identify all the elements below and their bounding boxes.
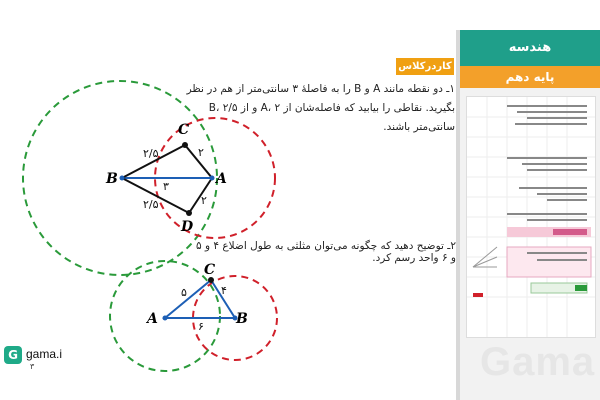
gama-logo[interactable]	[4, 346, 74, 368]
label2-b: B	[236, 311, 248, 327]
point-d	[186, 210, 192, 216]
panel-title: هندسه	[460, 30, 600, 66]
len-ab: ۳	[163, 180, 169, 193]
gama-logo-text: gama.i	[26, 347, 63, 361]
len2-ab: ۶	[198, 320, 204, 333]
exercise-1-text: ۱ـ دو نقطه مانند A و B را به فاصلهٔ ۳ سانتی‌متر از هم در نظر بگیرید. نقاطی را بیابید که فاصله‌شان از A، ۲ و از B، ۲/۵ سانتی‌متر باشند.	[186, 83, 455, 133]
page-number: ۳	[30, 362, 35, 371]
point-b	[120, 176, 125, 181]
label2-c: C	[204, 262, 216, 278]
label2-a: A	[147, 311, 158, 327]
len-bc: ۲/۵	[143, 147, 159, 160]
len2-ac: ۵	[181, 286, 187, 299]
gama-logo-icon: G	[4, 346, 22, 364]
panel-subtitle: پایه دهم	[460, 66, 600, 88]
len2-cb: ۴	[221, 284, 227, 297]
point-a	[210, 176, 215, 181]
section-tag: کاردرکلاس	[396, 58, 454, 75]
len-da: ۲	[201, 194, 207, 207]
thumbnail-art	[467, 97, 595, 337]
point-c	[182, 142, 188, 148]
len-bd: ۲/۵	[143, 198, 159, 211]
point2-a	[163, 316, 168, 321]
label-c: C	[178, 122, 190, 138]
exercise-2-text: ۲ـ توضیح دهید که چگونه می‌توان مثلثی به طول اضلاع ۴ و ۵ و ۶ واحد رسم کرد.	[196, 240, 456, 264]
len-ca: ۲	[198, 146, 204, 159]
gama-watermark: Gama	[480, 340, 596, 384]
label-d: D	[181, 219, 194, 235]
label-b: B	[106, 171, 118, 187]
label-a: A	[216, 171, 227, 187]
page-thumbnail[interactable]	[466, 96, 596, 338]
